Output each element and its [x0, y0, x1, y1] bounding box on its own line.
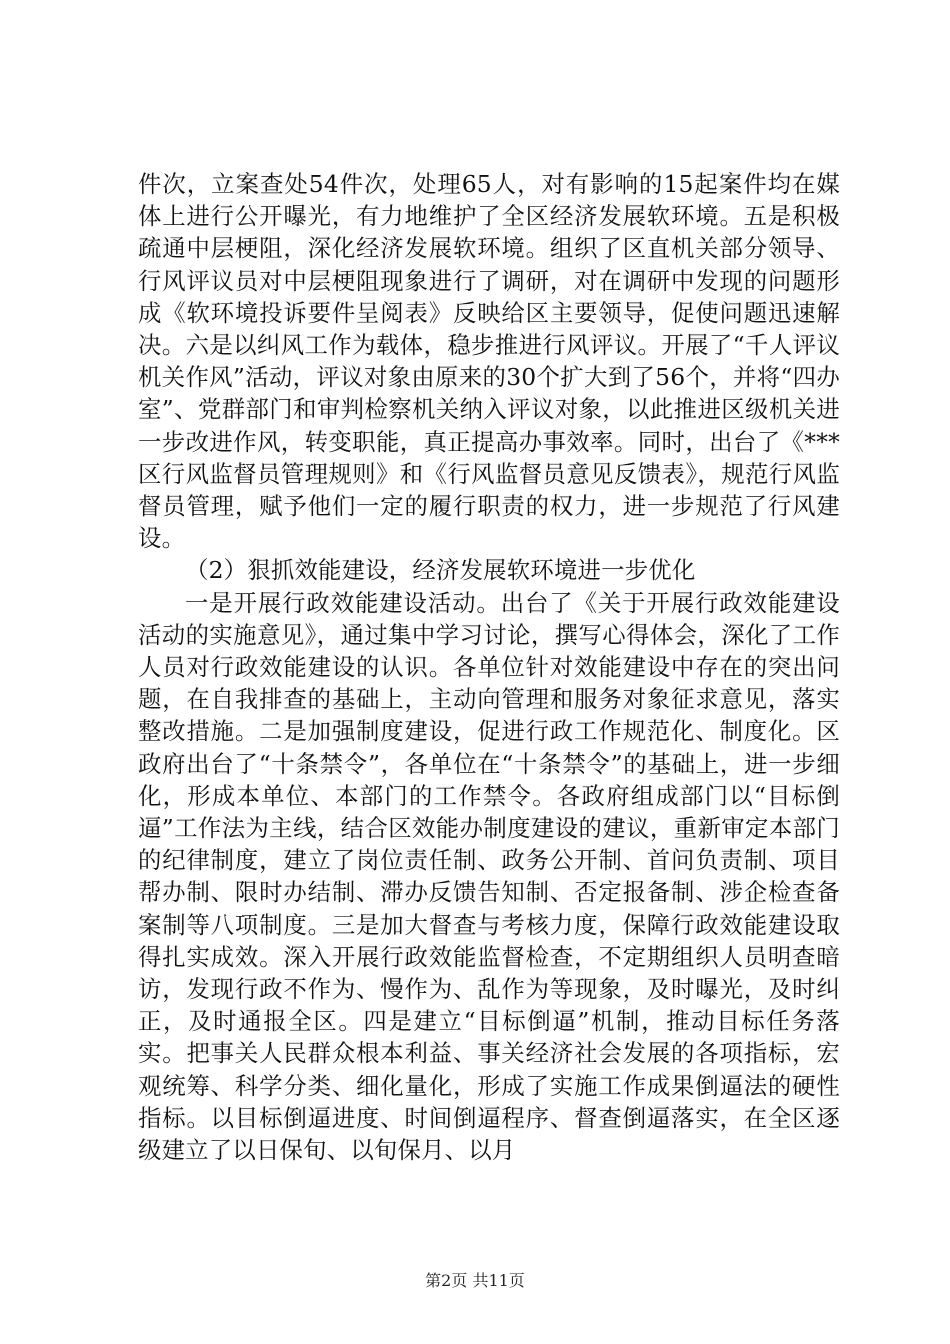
section-heading: （2）狠抓效能建设，经济发展软环境进一步优化	[185, 556, 696, 585]
paragraph-efficiency-building: 一是开展行政效能建设活动。出台了《关于开展行政效能建设活动的实施意见》，通过集中学习讨论，撰写心得体会，深化了工作人员对行政效能建设的认识。各单位针对效能建设中存在的突出问题，在自我排查的基础上，主动向管理和服务对象征求意见，落实整改措施。二是加强制度建设，促进行政工作规范化、制度化。区政府出台了“十条禁令”，各单位在“十条禁令”的基础上，进一步细化，形成本单位、本部门的工作禁令。各政府组成部门以“目标倒逼”工作法为主线，结合区效能办制度建设的建议，重新审定本部门的纪律制度，建立了岗位责任制、政务公开制、首问负责制、项目帮办制、限时办结制、滞办反馈告知制、否定报备制、涉企检查备案制等八项制度。三是加大督查与考核力度，保障行政效能建设取得扎实成效。深入开展行政效能监督检查，不定期组织人员明查暗访，发现行政不作为、慢作为、乱作为等现象，及时曝光，及时纠正，及时通报全区。四是建立“目标倒逼”机制，推动目标任务落实。把事关人民群众根本利益、事关经济社会发展的各项指标，宏观统筹、科学分类、细化量化，形成了实施工作成果倒逼法的硬性指标。以目标倒逼进度、时间倒逼程序、督查倒逼落实，在全区逐级建立了以日保旬、以旬保月、以月	[138, 588, 840, 1165]
page-number-label: 第2页 共11页	[425, 1271, 525, 1290]
paragraph-continuation: 件次，立案查处54件次，处理65人，对有影响的15起案件均在媒体上进行公开曝光，有力地维护了全区经济发展软环境。五是积极疏通中层梗阻，深化经济发展软环境。组织了区直机关部分领导、行风评议员对中层梗阻现象进行了调研，对在调研中发现的问题形成《软环境投诉要件呈阅表》反映给区主要领导，促使问题迅速解决。六是以纠风工作为载体，稳步推进行风评议。开展了“千人评议机关作风”活动，评议对象由原来的30个扩大到了56个，并将“四办室”、党群部门和审判检察机关纳入评议对象，以此推进区级机关进一步改进作风，转变职能，真正提高办事效率。同时，出台了《***区行风监督员管理规则》和《行风监督员意见反馈表》，规范行风监督员管理，赋予他们一定的履行职责的权力，进一步规范了行风建设。	[138, 170, 840, 553]
document-body	[138, 168, 840, 1166]
page-footer	[0, 1271, 950, 1291]
